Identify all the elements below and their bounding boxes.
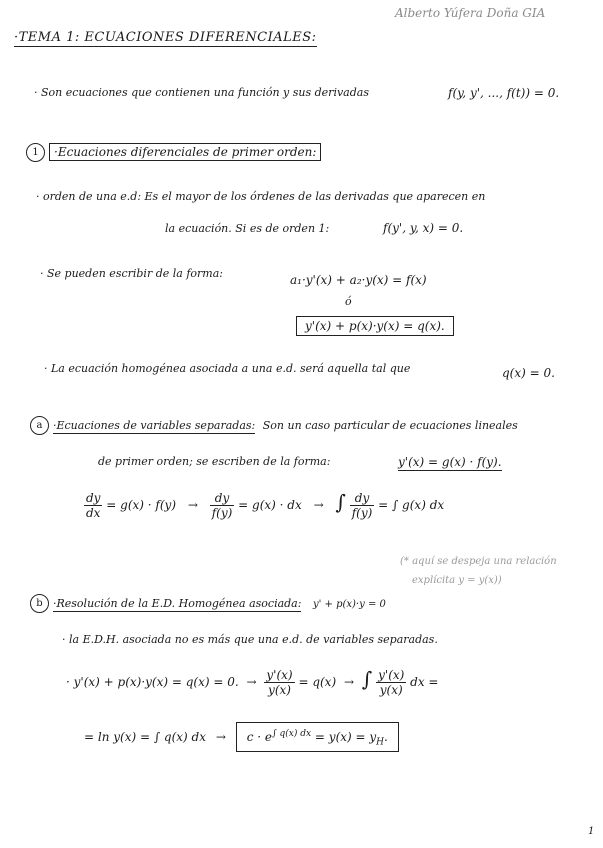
section-b-heading: ·Resolución de la E.D. Homogénea asociada: xyxy=(53,596,302,610)
section-a-heading: ·Ecuaciones de variables separadas: xyxy=(53,418,256,432)
boxed-final-solution: $c \cdot e^{\int q(x) dx} = y(x) = y_H$. xyxy=(236,722,399,752)
author-name: Alberto Yúfera Doña GIA xyxy=(395,6,546,20)
order-formula: f(y', y, x) = 0. xyxy=(383,221,464,235)
section-a-heading-row xyxy=(30,416,518,435)
section-b-heading-eq: y' + p(x)·y = 0 xyxy=(312,598,386,610)
integral-icon: ∫ xyxy=(361,667,373,691)
y-prime-over-y-fraction: $\frac{y'(x)}{y(x)}$ xyxy=(266,668,293,697)
separable-derivation: $\frac{dy}{dx}$ = g(x) · f(y) → $\frac{dy}{f(y)}$ = g(x) · dx → ∫ $\frac{dy}{f(y)}$ = ∫ g(x) dx xyxy=(86,490,445,520)
arrow-icon: → xyxy=(313,498,324,512)
integral-fraction: $\frac{dy}{f(y)}$ xyxy=(351,491,373,520)
section-1-heading-row xyxy=(26,143,321,162)
arrow-icon: → xyxy=(246,675,257,689)
section-b-heading-row xyxy=(30,594,386,613)
section-b-line1: · la E.D.H. asociada no es más que una e.d. de variables separadas. xyxy=(62,633,438,646)
form-text: · Se pueden escribir de la forma: xyxy=(40,267,223,280)
arrow-icon: → xyxy=(187,498,198,512)
homogeneous-text: · La ecuación homogénea asociada a una e.d. será aquella tal que xyxy=(44,362,411,375)
integral-icon: ∫ xyxy=(335,490,346,514)
integral-y-fraction: $\frac{y'(x)}{y(x)}$ xyxy=(378,668,405,697)
arrow-icon: → xyxy=(343,675,355,689)
section-a-line1: Son un caso particular de ecuaciones lineales xyxy=(262,418,518,432)
order-definition-line2: la ecuación. Si es de orden 1: xyxy=(165,222,330,235)
page-title: ·TEMA 1: ECUACIONES DIFERENCIALES: xyxy=(14,30,317,45)
separable-form: y'(x) = g(x) · f(y). xyxy=(398,455,502,469)
section-a-line2: de primer orden; se escriben de la forma: xyxy=(98,455,331,468)
section-a-badge: a xyxy=(30,416,49,435)
section-b-badge: b xyxy=(30,594,49,613)
form-equation: a₁·y'(x) + a₂·y(x) = f(x) xyxy=(290,273,427,287)
or-label: ó xyxy=(345,295,352,308)
arrow-icon: → xyxy=(215,730,226,744)
dy-dx-fraction: $\frac{dy}{dx}$ xyxy=(86,491,101,520)
dy-fy-fraction: $\frac{dy}{f(y)}$ xyxy=(211,491,233,520)
note-line2: explícita y = y(x)) xyxy=(412,575,502,586)
log-solution: = ln y(x) = ∫ q(x) dx → $c \cdot e^{\int q(x) dx} = y(x) = y_H$. xyxy=(84,722,399,752)
intro-text: · Son ecuaciones que contienen una función y sus derivadas xyxy=(34,86,369,99)
section-1-heading: ·Ecuaciones diferenciales de primer orden: xyxy=(49,143,321,161)
homogeneous-derivation: · y'(x) + p(x)·y(x) = q(x) = 0. → $\frac{y'(x)}{y(x)}$ = q(x) → ∫ $\frac{y'(x)}{y(x)}$ dx = xyxy=(66,667,439,697)
boxed-linear-equation: y'(x) + p(x)·y(x) = q(x). xyxy=(296,316,454,336)
order-definition-line1: · orden de una e.d: Es el mayor de los órdenes de las derivadas que aparecen en xyxy=(36,190,486,203)
page-number: 1 xyxy=(588,826,595,837)
homogeneous-condition: q(x) = 0. xyxy=(502,366,555,380)
intro-formula: f(y, y', ..., f(t)) = 0. xyxy=(448,86,560,100)
section-number-badge: 1 xyxy=(26,143,45,162)
note-line1: (* aquí se despeja una relación xyxy=(400,556,557,567)
